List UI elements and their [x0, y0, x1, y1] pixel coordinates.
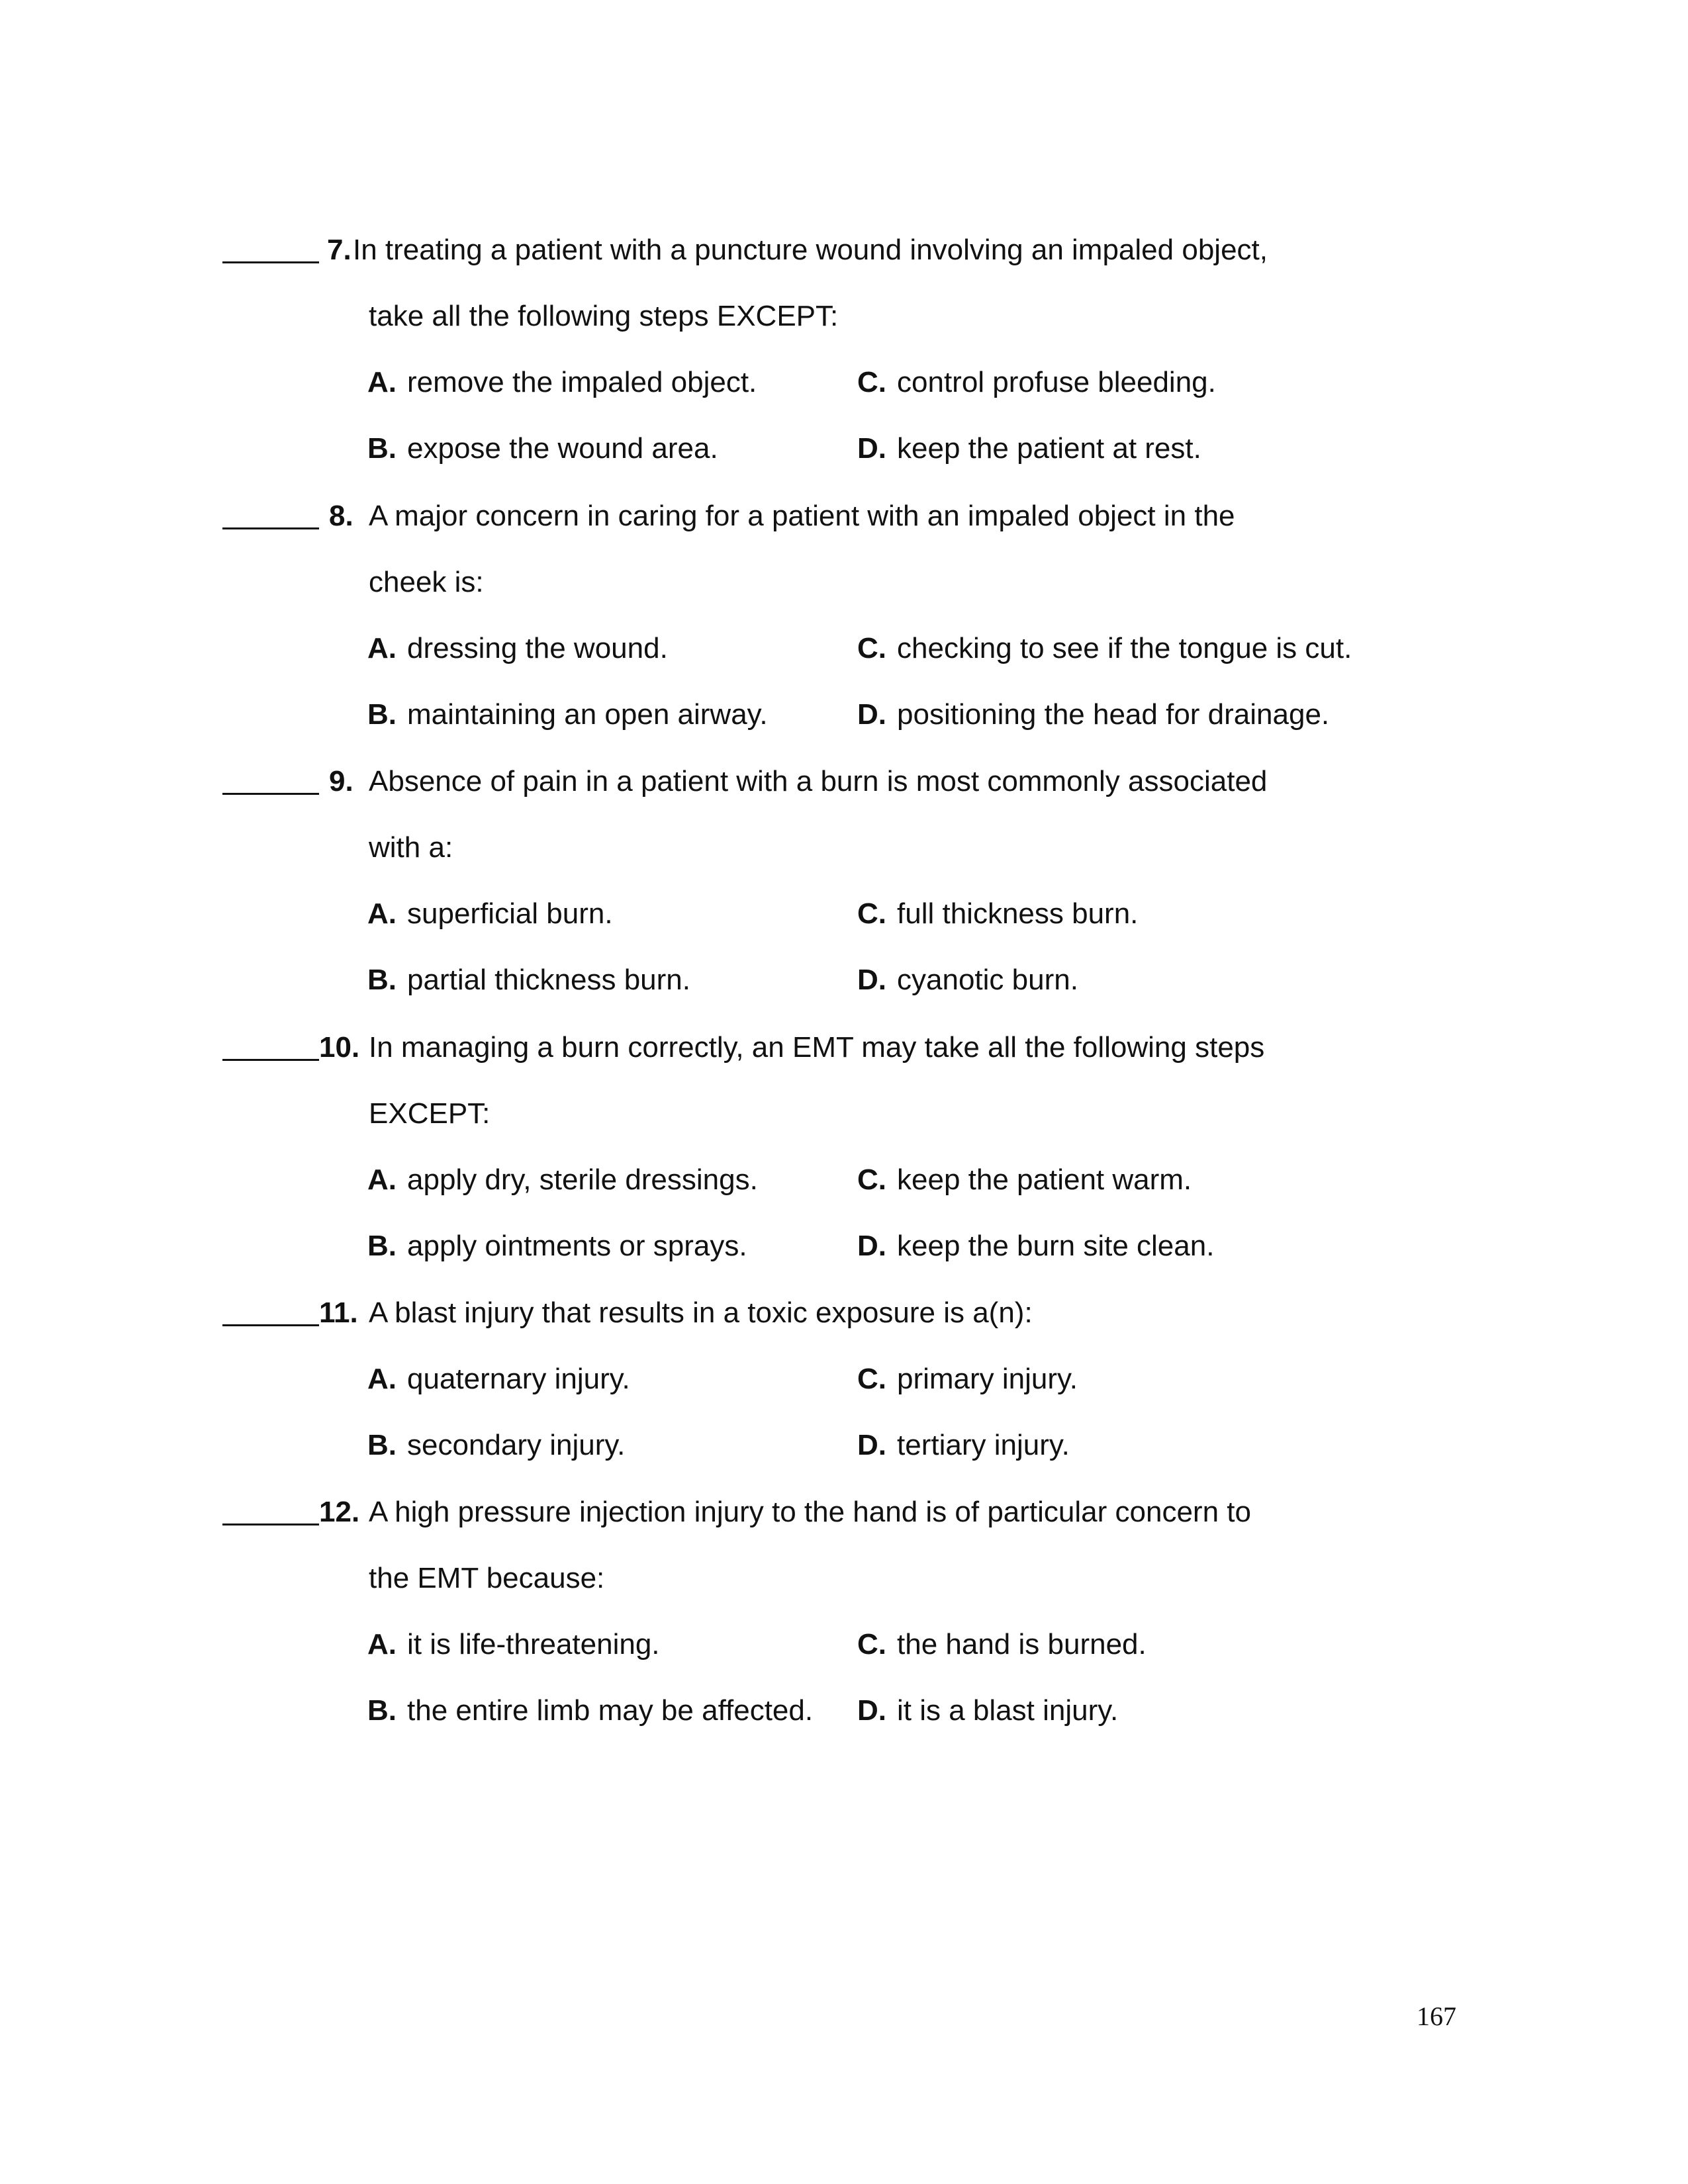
option-b	[367, 1428, 625, 1463]
option-letter: D.	[857, 1230, 886, 1262]
option-b	[367, 1693, 813, 1729]
option-b	[367, 1228, 747, 1264]
question-stem: Absence of pain in a patient with a burn is most commonly associated	[369, 765, 1268, 797]
option-text: superficial burn.	[407, 897, 613, 930]
question-stem: In treating a patient with a puncture wound involving an impaled object,	[353, 234, 1268, 266]
option-letter: C.	[857, 1363, 886, 1395]
option-text: partial thickness burn.	[407, 964, 690, 996]
option-text: quaternary injury.	[407, 1363, 630, 1395]
option-text: it is a blast injury.	[897, 1694, 1119, 1727]
question-number: 11.	[319, 1297, 358, 1329]
option-text: dressing the wound.	[407, 632, 668, 664]
option-text: the hand is burned.	[897, 1628, 1147, 1661]
answer-blank[interactable]	[222, 261, 319, 263]
option-a	[367, 1361, 630, 1397]
answer-blank[interactable]	[222, 793, 319, 795]
option-c	[857, 1627, 1147, 1662]
question-stem: A major concern in caring for a patient with an impaled object in the	[369, 500, 1235, 532]
option-letter: C.	[857, 632, 886, 664]
option-text: checking to see if the tongue is cut.	[897, 632, 1352, 664]
answer-blank[interactable]	[222, 1324, 319, 1326]
option-text: apply ointments or sprays.	[407, 1230, 747, 1262]
option-c	[857, 1162, 1192, 1198]
option-letter: B.	[367, 1429, 397, 1461]
option-c	[857, 365, 1216, 400]
option-letter: D.	[857, 964, 886, 996]
option-text: secondary injury.	[407, 1429, 626, 1461]
option-letter: A.	[367, 1363, 397, 1395]
option-letter: A.	[367, 1628, 397, 1661]
option-letter: B.	[367, 698, 397, 731]
option-letter: B.	[367, 432, 397, 465]
option-text: tertiary injury.	[897, 1429, 1070, 1461]
option-d	[857, 697, 1329, 733]
option-text: apply dry, sterile dressings.	[407, 1163, 758, 1196]
option-a	[367, 1627, 660, 1662]
option-c	[857, 1361, 1078, 1397]
answer-blank[interactable]	[222, 527, 319, 529]
option-text: it is life-threatening.	[407, 1628, 660, 1661]
option-d	[857, 431, 1201, 467]
option-text: maintaining an open airway.	[407, 698, 768, 731]
question-number: 9.	[329, 765, 353, 797]
option-text: remove the impaled object.	[407, 366, 757, 398]
option-letter: D.	[857, 698, 886, 731]
option-text: control profuse bleeding.	[897, 366, 1216, 398]
question-stem-continued: the EMT because:	[369, 1562, 605, 1594]
option-letter: D.	[857, 432, 886, 465]
option-letter: A.	[367, 632, 397, 664]
option-letter: B.	[367, 1230, 397, 1262]
question-number: 7.	[327, 234, 352, 266]
option-d	[857, 1428, 1070, 1463]
question-number: 10.	[319, 1031, 360, 1064]
question-number: 8.	[329, 500, 353, 532]
option-letter: A.	[367, 897, 397, 930]
option-text: the entire limb may be affected.	[407, 1694, 814, 1727]
option-a	[367, 631, 668, 666]
option-text: positioning the head for drainage.	[897, 698, 1330, 731]
option-a	[367, 1162, 758, 1198]
option-text: keep the burn site clean.	[897, 1230, 1215, 1262]
option-text: cyanotic burn.	[897, 964, 1078, 996]
question-stem-continued: take all the following steps EXCEPT:	[369, 300, 839, 332]
answer-blank[interactable]	[222, 1524, 319, 1525]
option-d	[857, 1693, 1118, 1729]
option-text: keep the patient at rest.	[897, 432, 1201, 465]
option-b	[367, 697, 768, 733]
option-text: expose the wound area.	[407, 432, 718, 465]
option-letter: D.	[857, 1429, 886, 1461]
option-letter: D.	[857, 1694, 886, 1727]
option-letter: A.	[367, 1163, 397, 1196]
question-stem-continued: with a:	[369, 831, 453, 864]
question-stem-continued: cheek is:	[369, 566, 484, 598]
option-text: keep the patient warm.	[897, 1163, 1192, 1196]
option-letter: B.	[367, 1694, 397, 1727]
option-b	[367, 962, 690, 998]
option-d	[857, 962, 1078, 998]
option-text: primary injury.	[897, 1363, 1078, 1395]
option-letter: C.	[857, 1163, 886, 1196]
option-a	[367, 365, 757, 400]
option-c	[857, 896, 1138, 932]
question-stem-continued: EXCEPT:	[369, 1097, 491, 1130]
option-letter: A.	[367, 366, 397, 398]
question-stem: In managing a burn correctly, an EMT may take all the following steps	[369, 1031, 1265, 1064]
option-d	[857, 1228, 1214, 1264]
question-stem: A blast injury that results in a toxic exposure is a(n):	[369, 1297, 1033, 1329]
option-letter: B.	[367, 964, 397, 996]
option-text: full thickness burn.	[897, 897, 1139, 930]
answer-blank[interactable]	[222, 1059, 319, 1061]
option-letter: C.	[857, 1628, 886, 1661]
option-letter: C.	[857, 897, 886, 930]
option-c	[857, 631, 1352, 666]
option-letter: C.	[857, 366, 886, 398]
option-b	[367, 431, 718, 467]
page-number: 167	[1417, 2001, 1456, 2031]
question-number: 12.	[319, 1496, 360, 1528]
question-stem: A high pressure injection injury to the hand is of particular concern to	[369, 1496, 1251, 1528]
option-a	[367, 896, 613, 932]
